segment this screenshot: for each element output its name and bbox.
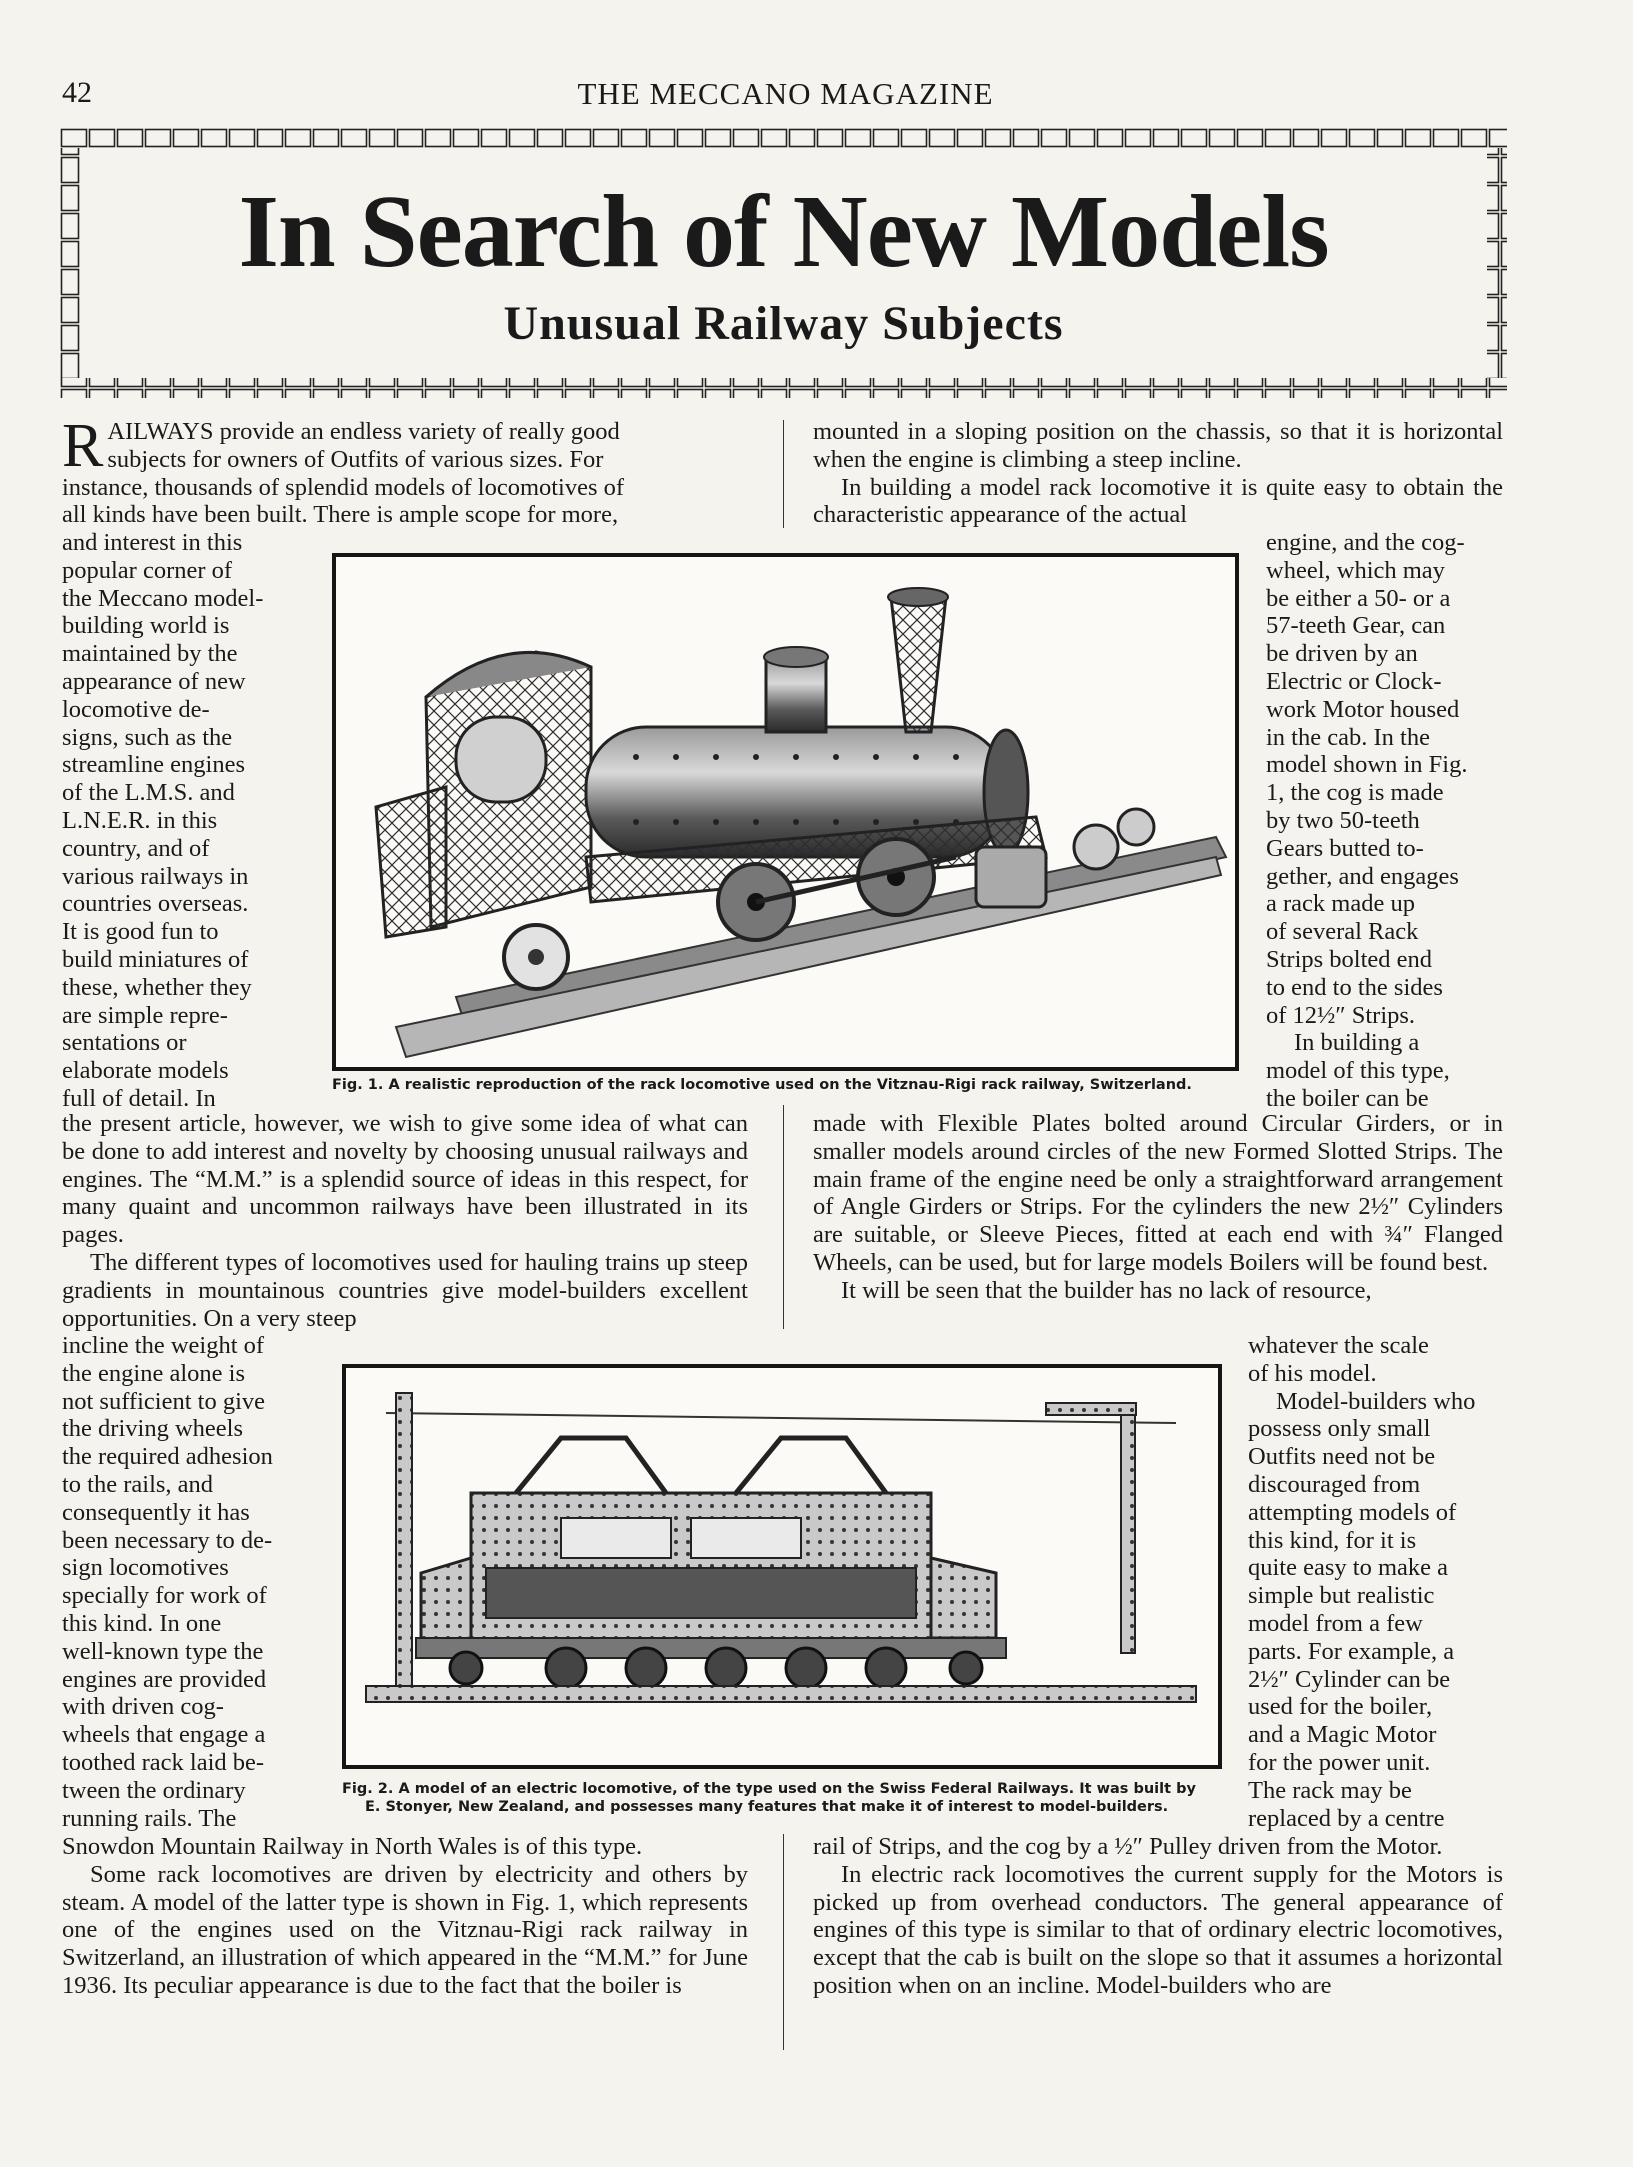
- text-line: attempting models of: [1248, 1498, 1457, 1526]
- column-rule: [783, 420, 784, 528]
- caption-line: E. Stonyer, New Zealand, and possesses many features that make it of interest to model-builders.: [365, 1799, 1169, 1815]
- text-line: Electric or Clock-: [1266, 667, 1442, 695]
- text-line: signs, such as the: [62, 723, 233, 751]
- text-line: running rails. The: [62, 1804, 237, 1832]
- text-line: Outfits need not be: [1248, 1443, 1436, 1471]
- text-line: maintained by the: [62, 640, 238, 668]
- paragraph: rail of Strips, and the cog by a ½″ Pulley driven from the Motor.: [813, 1833, 1443, 1860]
- column-rule: [783, 1834, 784, 2050]
- text-line: by two 50-teeth: [1266, 806, 1420, 834]
- article-title: In Search of New Models: [238, 174, 1329, 289]
- paragraph: mounted in a sloping position on the chassis, so that it is horizontal when the engine is climbing a steep incline.: [813, 418, 1503, 473]
- text-line: AILWAYS provide an endless variety of really good: [107, 418, 620, 445]
- text-line: this kind. In one: [62, 1609, 222, 1637]
- column-rule: [783, 1105, 784, 1329]
- text-line: engines are provided: [62, 1665, 267, 1693]
- text-line: with driven cog-: [62, 1693, 224, 1721]
- text-line: specially for work of: [62, 1582, 267, 1610]
- text-line: to the rails, and: [62, 1470, 214, 1498]
- text-line: countries overseas.: [62, 890, 249, 918]
- paragraph: made with Flexible Plates bolted around Circular Girders, or in smaller models around circles of the new Formed Slotted Strips. The main frame of the engine need be only a straightforward arrangement of Angle Girders or Strips. For the cylinders the new 2½″ Cylinders are suitable, or Sleeve Pieces, fitted at each end with ¾″ Flanged Wheels, can be used, but for large models Boilers will be found best.: [813, 1110, 1503, 1276]
- text-line: of 12½″ Strips.: [1266, 1001, 1416, 1029]
- page-number: 42: [62, 76, 92, 109]
- text-line: The rack may be: [1248, 1776, 1412, 1804]
- text-line: all kinds have been built. There is ample scope for more,: [62, 501, 619, 529]
- col2-top: [813, 418, 1503, 529]
- text-line: build miniatures of: [62, 945, 249, 973]
- paragraph: the present article, however, we wish to give some idea of what can be done to add interest and novelty by choosing unusual railways and engines. The “M.M.” is a splendid source of ideas in this respect, for many quaint and uncommon railways have been illustrated in its pages.: [62, 1110, 748, 1249]
- text-line: wheel, which may: [1266, 556, 1445, 584]
- text-line: are simple repre-: [62, 1001, 228, 1029]
- figure-2-caption: [342, 1780, 1222, 1816]
- col1-intro: [62, 412, 748, 529]
- text-line: been necessary to de-: [62, 1526, 273, 1554]
- text-line: not sufficient to give: [62, 1387, 265, 1415]
- text-line: in the cab. In the: [1266, 723, 1430, 751]
- text-line: well-known type the: [62, 1637, 264, 1665]
- text-line: engine, and the cog-: [1266, 529, 1465, 556]
- col2-narrow-1: [1266, 529, 1503, 1113]
- text-line: full of detail. In: [62, 1084, 216, 1112]
- text-line: and interest in this: [62, 529, 243, 556]
- running-head: [62, 76, 1509, 116]
- text-line: Model-builders who: [1276, 1387, 1476, 1415]
- text-line: gether, and engages: [1266, 862, 1459, 890]
- text-line: to end to the sides: [1266, 973, 1443, 1001]
- col1-bottom: [62, 1833, 748, 2000]
- article-subtitle: Unusual Railway Subjects: [503, 297, 1064, 350]
- text-line: sentations or: [62, 1029, 187, 1057]
- text-line: instance, thousands of splendid models of locomotives of: [62, 473, 625, 501]
- paragraph: The different types of locomotives used for hauling trains up steep gradients in mountainous countries give model-builders excellent opportunities. On a very steep: [62, 1248, 748, 1332]
- text-line: Strips bolted end: [1266, 945, 1433, 973]
- text-line: sign locomotives: [62, 1554, 229, 1582]
- text-line: In building a: [1294, 1029, 1420, 1057]
- text-line: replaced by a centre: [1248, 1804, 1445, 1832]
- col1-narrow-1: [62, 529, 337, 1113]
- text-line: L.N.E.R. in this: [62, 806, 218, 834]
- text-line: various railways in: [62, 862, 249, 890]
- text-line: model shown in Fig.: [1266, 751, 1468, 779]
- text-line: It is good fun to: [62, 918, 219, 946]
- col1-narrow-2: [62, 1332, 317, 1832]
- col2-narrow-2: [1248, 1332, 1503, 1832]
- figure-1-caption: Fig. 1. A realistic reproduction of the rack locomotive used on the Vitznau-Rigi rack railway, Switzerland.: [332, 1077, 1192, 1093]
- text-line: 1, the cog is made: [1266, 779, 1444, 807]
- text-line: of his model.: [1248, 1359, 1377, 1387]
- text-line: of several Rack: [1266, 918, 1419, 946]
- text-line: simple but realistic: [1248, 1582, 1435, 1610]
- text-line: consequently it has: [62, 1498, 250, 1526]
- text-line: for the power unit.: [1248, 1748, 1431, 1776]
- text-line: this kind, for it is: [1248, 1526, 1417, 1554]
- text-line: quite easy to make a: [1248, 1554, 1449, 1582]
- text-line: elaborate models: [62, 1057, 229, 1085]
- text-line: whatever the scale: [1248, 1332, 1429, 1359]
- text-line: parts. For example, a: [1248, 1637, 1455, 1665]
- text-line: model of this type,: [1266, 1057, 1450, 1085]
- text-line: the boiler can be: [1266, 1084, 1429, 1112]
- title-box: [60, 128, 1507, 398]
- paragraph: In electric rack locomotives the current supply for the Motors is picked up from overhead conductors. The general appearance of engines of this type is similar to that of ordinary electric locomotives, except that the cab is built on the slope so that it assumes a horizontal position when on an incline. Model-builders who are: [813, 1860, 1503, 1999]
- caption-line: Fig. 2. A model of an electric locomotive, of the type used on the Swiss Federal Railways. It was built by: [342, 1781, 1196, 1797]
- electric-locomotive-illustration: [346, 1368, 1218, 1765]
- text-line: a rack made up: [1266, 890, 1415, 918]
- text-line: 2½″ Cylinder can be: [1248, 1665, 1451, 1693]
- text-line: these, whether they: [62, 973, 252, 1001]
- paragraph: In building a model rack locomotive it is quite easy to obtain the characteristic appearance of the actual: [813, 473, 1503, 529]
- text-line: locomotive de-: [62, 695, 210, 723]
- text-line: country, and of: [62, 834, 210, 862]
- col1-middle: [62, 1110, 748, 1332]
- text-line: used for the boiler,: [1248, 1693, 1433, 1721]
- paragraph: Snowdon Mountain Railway in North Wales is of this type.: [62, 1833, 643, 1860]
- text-line: the Meccano model-: [62, 584, 264, 612]
- text-line: the required adhesion: [62, 1443, 273, 1471]
- text-line: toothed rack laid be-: [62, 1748, 265, 1776]
- text-line: be driven by an: [1266, 640, 1418, 668]
- text-line: the engine alone is: [62, 1359, 246, 1387]
- text-line: wheels that engage a: [62, 1721, 266, 1749]
- text-line: model from a few: [1248, 1609, 1423, 1637]
- paragraph: Some rack locomotives are driven by electricity and others by steam. A model of the latter type is shown in Fig. 1, which represents one of the engines used on the Vitznau-Rigi rack railway in Switzerland, an illustration of which appeared in the “M.M.” for June 1936. Its peculiar appearance is due to the fact that the boiler is: [62, 1860, 748, 1999]
- text-line: of the L.M.S. and: [62, 779, 235, 807]
- col2-bottom: [813, 1833, 1503, 2000]
- drop-cap: R: [62, 412, 104, 480]
- text-line: discouraged from: [1248, 1470, 1421, 1498]
- text-line: subjects for owners of Outfits of various sizes. For: [107, 445, 604, 473]
- text-line: the driving wheels: [62, 1415, 243, 1443]
- text-line: streamline engines: [62, 751, 246, 779]
- text-line: incline the weight of: [62, 1332, 265, 1359]
- text-line: and a Magic Motor: [1248, 1721, 1437, 1749]
- paragraph: It will be seen that the builder has no lack of resource,: [841, 1276, 1372, 1304]
- figure-2-image: [342, 1364, 1222, 1769]
- col2-middle: [813, 1110, 1503, 1305]
- text-line: work Motor housed: [1266, 695, 1460, 723]
- magazine-title: THE MECCANO MAGAZINE: [577, 76, 994, 111]
- text-line: building world is: [62, 612, 230, 640]
- steam-rack-locomotive-illustration: [336, 557, 1235, 1067]
- text-line: popular corner of: [62, 556, 233, 584]
- figure-1-image: [332, 553, 1239, 1071]
- text-line: appearance of new: [62, 667, 246, 695]
- text-line: Gears butted to-: [1266, 834, 1424, 862]
- text-line: 57-teeth Gear, can: [1266, 612, 1446, 640]
- text-line: be either a 50- or a: [1266, 584, 1451, 612]
- text-line: possess only small: [1248, 1415, 1431, 1443]
- text-line: tween the ordinary: [62, 1776, 246, 1804]
